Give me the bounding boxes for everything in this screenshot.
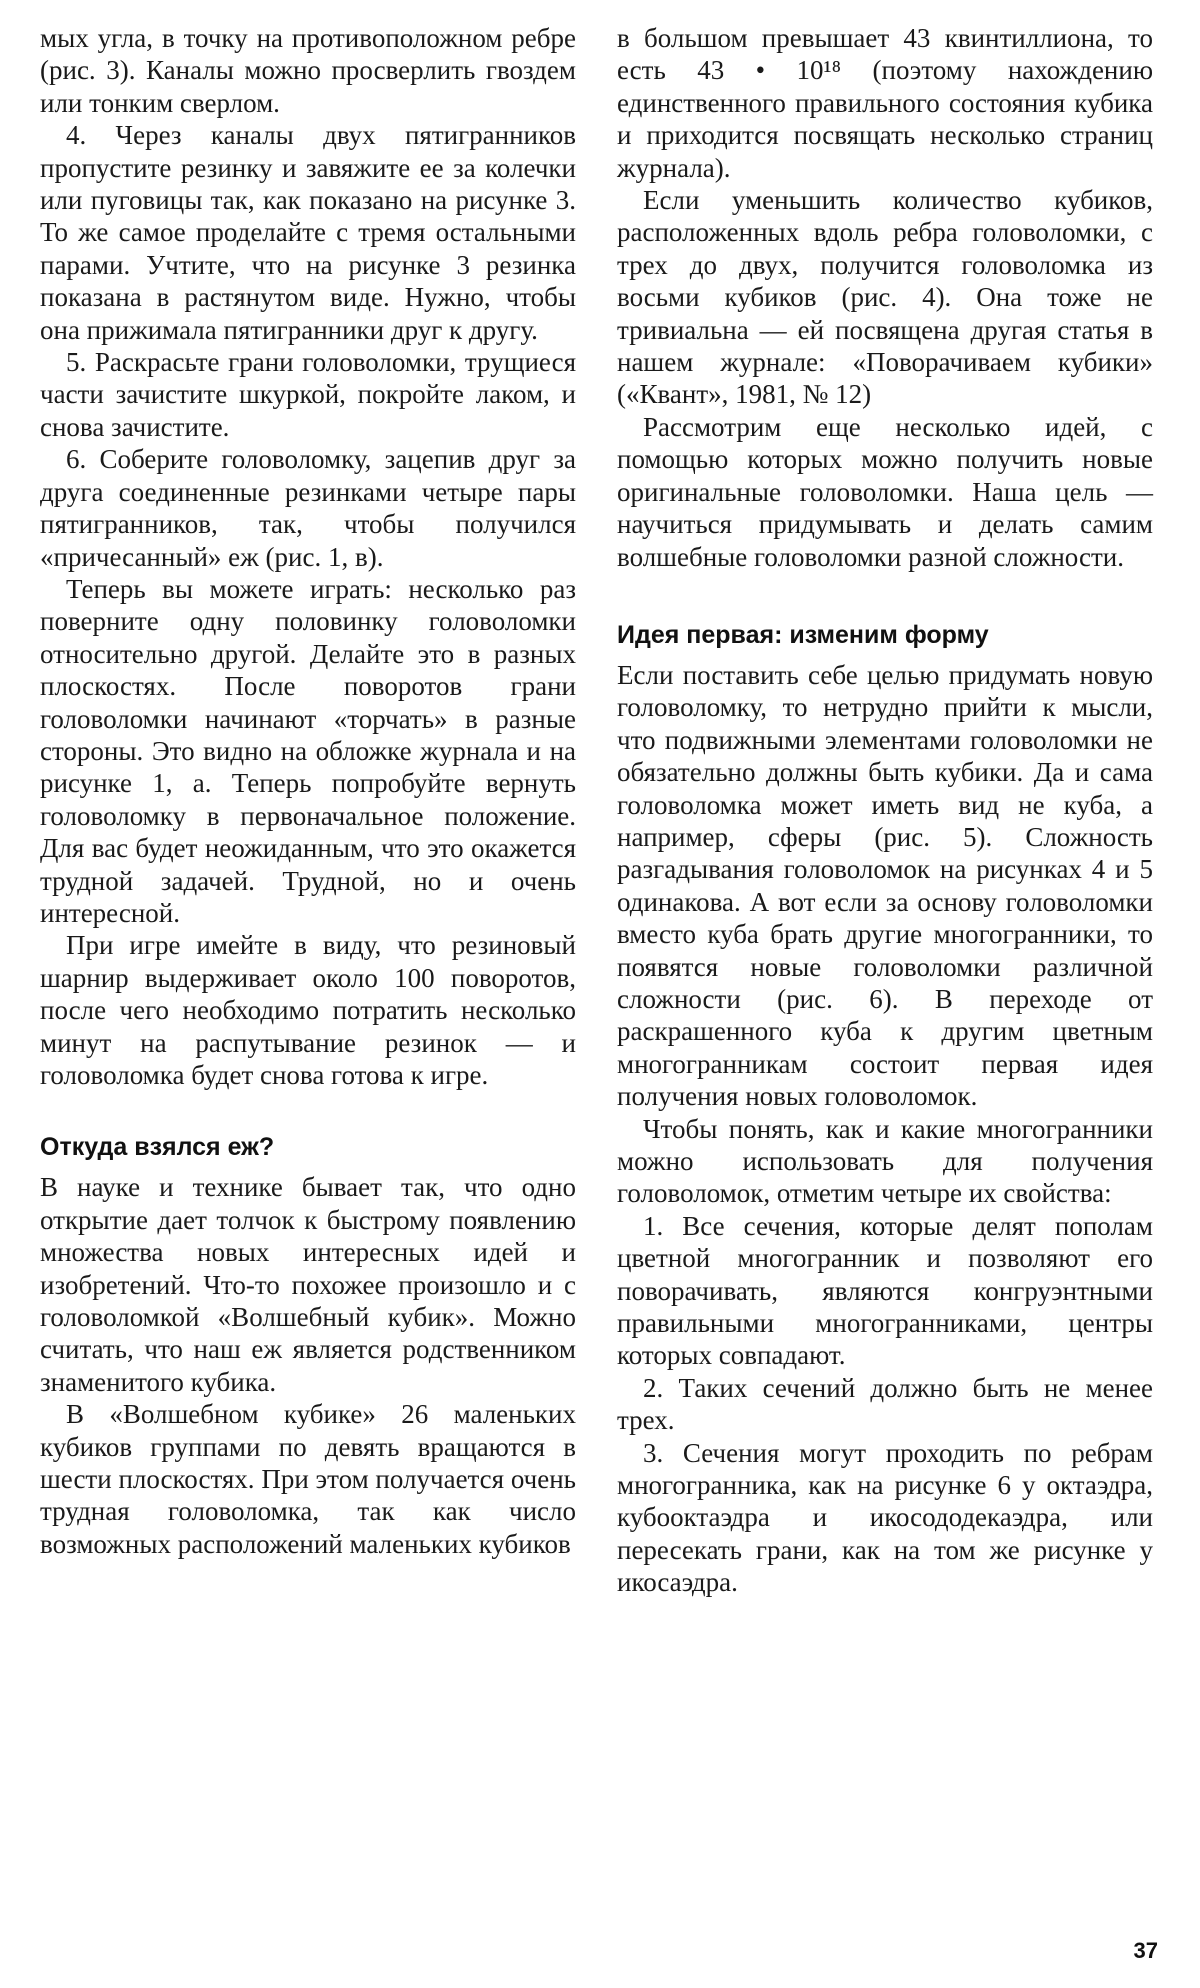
paragraph: 6. Соберите головоломку, зацепив друг за друга соединенные резинками четыре пары пятигранников, так, чтобы получился «причесанный» еж (рис. 1, в). bbox=[40, 444, 576, 572]
paragraph: 5. Раскрасьте грани головоломки, трущиеся части зачистите шкуркой, покройте лаком, и снова зачистите. bbox=[40, 347, 576, 442]
left-column bbox=[40, 22, 576, 1560]
right-column bbox=[617, 22, 1153, 1599]
list-item-paragraph: 3. Сечения могут проходить по ребрам многогранника, как на рисунке 6 у октаэдра, кубооктаэдра и икосододекаэдра, или пересекать грани, как на том же рисунке у икосаэдра. bbox=[617, 1437, 1153, 1598]
list-item-paragraph: 1. Все сечения, которые делят пополам цветной многогранник и позволяют его поворачивать, являются конгруэнтными правильными многогранниками, центры которых совпадают. bbox=[617, 1210, 1153, 1371]
paragraph: мых угла, в точку на противоположном ребре (рис. 3). Каналы можно просверлить гвоздем или тонким сверлом. bbox=[40, 23, 576, 118]
paragraph: Если уменьшить количество кубиков, расположенных вдоль ребра головоломки, с трех до двух, получится головоломка из восьми кубиков (рис. 4). Она тоже не тривиальна — ей посвящена другая статья в нашем журнале: «Поворачиваем кубики» («Квант», 1981, № 12) bbox=[617, 185, 1153, 410]
paragraph: При игре имейте в виду, что резиновый шарнир выдерживает около 100 поворотов, после чего необходимо потратить несколько минут на распутывание резинок — и головоломка будет снова готова к игре. bbox=[40, 930, 576, 1090]
paragraph: В «Волшебном кубике» 26 маленьких кубиков группами по девять вращаются в шести плоскостях. При этом получается очень трудная головоломка, так как число возможных расположений маленьких кубиков bbox=[40, 1399, 576, 1559]
paragraph: Рассмотрим еще несколько идей, с помощью которых можно получить новые оригинальные головоломки. Наша цель — научиться придумывать и делать самим волшебные головоломки разной сложности. bbox=[617, 411, 1153, 572]
paragraph: Если поставить себе целью придумать новую головоломку, то нетрудно прийти к мысли, что подвижными элементами головоломки не обязательно должны быть кубики. Да и сама головоломка может иметь вид не куба, а например, сферы (рис. 5). Сложность разгадывания головоломок на рисунках 4 и 5 одинакова. А вот если за основу головоломки вместо куба брать другие многогранники, то появятся новые головоломки различной сложности (рис. 6). В переходе от раскрашенного куба к другим цветным многогранникам состоит первая идея получения новых головоломок. bbox=[617, 659, 1153, 1112]
paragraph: Чтобы понять, как и какие многогранники можно использовать для получения головоломок, отметим четыре их свойства: bbox=[617, 1113, 1153, 1209]
paragraph: 4. Через каналы двух пятигранников пропустите резинку и завяжите ее за колечки или пуговицы так, как показано на рисунке 3. То же самое проделайте с тремя остальными парами. Учтите, что на рисунке 3 резинка показана в растянутом виде. Нужно, чтобы она прижимала пятигранники друг к другу. bbox=[40, 120, 576, 345]
paragraph: Теперь вы можете играть: несколько раз поверните одну половинку головоломки относительно другой. Делайте это в разных плоскостях. После поворотов грани головоломки начинают «торчать» в разные стороны. Это видно на обложке журнала и на рисунке 1, а. Теперь попробуйте вернуть головоломку в первоначальное положение. Для вас будет неожиданным, что это окажется трудной задачей. Трудной, но и очень интересной. bbox=[40, 573, 576, 928]
page-number: 37 bbox=[1133, 1938, 1158, 1963]
section-heading-origin: Откуда взялся еж? bbox=[40, 1133, 275, 1162]
section-heading-idea-one: Идея первая: изменим форму bbox=[617, 620, 989, 649]
paragraph: в большом превышает 43 квинтиллиона, то есть 43 • 10¹⁸ (поэтому нахождению единственного правильного состояния кубика и приходится посвящать несколько страниц журнала). bbox=[617, 23, 1153, 183]
paragraph: В науке и технике бывает так, что одно открытие дает толчок к быстрому появлению множества новых интересных идей и изобретений. Что-то похожее произошло и с головоломкой «Волшебный кубик». Можно считать, что наш еж является родственником знаменитого кубика. bbox=[40, 1172, 576, 1397]
list-item-paragraph: 2. Таких сечений должно быть не менее трех. bbox=[617, 1372, 1153, 1436]
